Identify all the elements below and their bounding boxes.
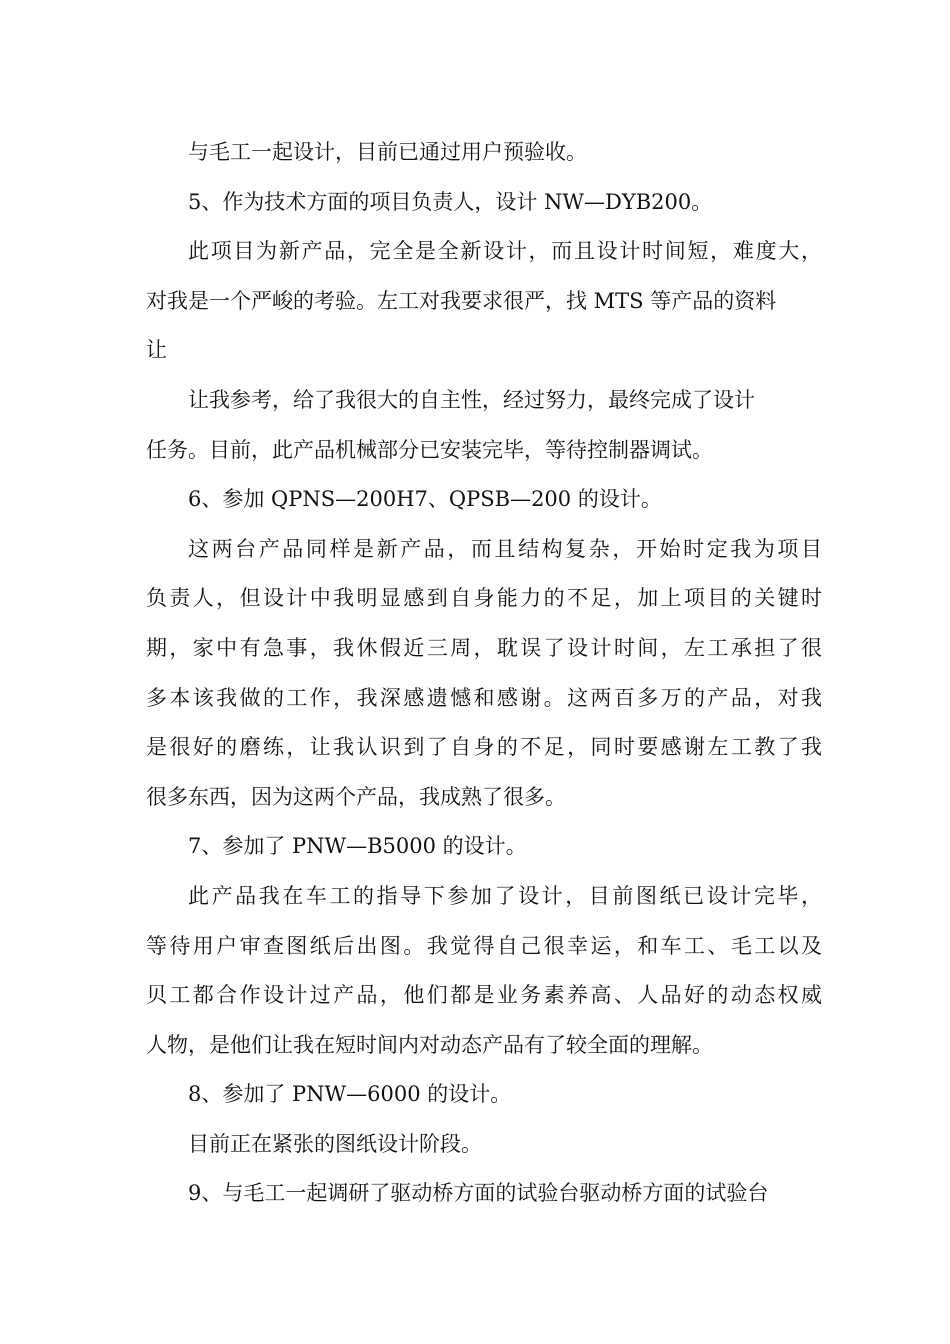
text-line: 是很好的磨练，让我认识到了自身的不足，同时要感谢左工教了我	[146, 735, 822, 760]
text-line: 这两台产品同样是新产品，而且结构复杂，开始时定我为项目	[188, 536, 822, 561]
text-line: 等待用户审查图纸后出图。我觉得自己很幸运，和车工、毛工以及	[146, 933, 822, 958]
text-line: 目前正在紧张的图纸设计阶段。	[188, 1131, 482, 1156]
text-line: 贝工都合作设计过产品，他们都是业务素养高、人品好的动态权威	[146, 983, 822, 1008]
text-line: 此产品我在车工的指导下参加了设计，目前图纸已设计完毕，	[188, 883, 822, 908]
text-line: 多本该我做的工作，我深感遗憾和感谢。这两百多万的产品，对我	[146, 685, 822, 710]
text-line: 对我是一个严峻的考验。左工对我要求很严，找 MTS 等产品的资料	[146, 288, 777, 313]
list-item-heading: 9、与毛工一起调研了驱动桥方面的试验台驱动桥方面的试验台	[188, 1181, 769, 1206]
list-item-heading: 6、参加 QPNS—200H7、QPSB—200 的设计。	[188, 487, 662, 512]
list-item-heading: 7、参加了 PNW—B5000 的设计。	[188, 834, 527, 859]
text-line: 负责人，但设计中我明显感到自身能力的不足，加上项目的关键时	[146, 586, 822, 611]
document-body	[146, 128, 822, 1219]
text-line: 此项目为新产品，完全是全新设计，而且设计时间短，难度大，	[188, 239, 822, 264]
text-line: 让我参考，给了我很大的自主性，经过努力，最终完成了设计	[188, 387, 755, 412]
list-item-heading: 5、作为技术方面的项目负责人，设计 NW—DYB200。	[188, 189, 713, 214]
text-line: 很多东西，因为这两个产品，我成熟了很多。	[146, 784, 566, 809]
text-line: 人物，是他们让我在短时间内对动态产品有了较全面的理解。	[146, 1032, 713, 1057]
text-line: 任务。目前，此产品机械部分已安装完毕，等待控制器调试。	[146, 437, 713, 462]
text-line: 让	[146, 338, 167, 363]
list-item-heading: 8、参加了 PNW—6000 的设计。	[188, 1082, 512, 1107]
text-line: 与毛工一起设计，目前已通过用户预验收。	[188, 140, 587, 164]
text-line: 期，家中有急事，我休假近三周，耽误了设计时间，左工承担了很	[146, 635, 822, 660]
